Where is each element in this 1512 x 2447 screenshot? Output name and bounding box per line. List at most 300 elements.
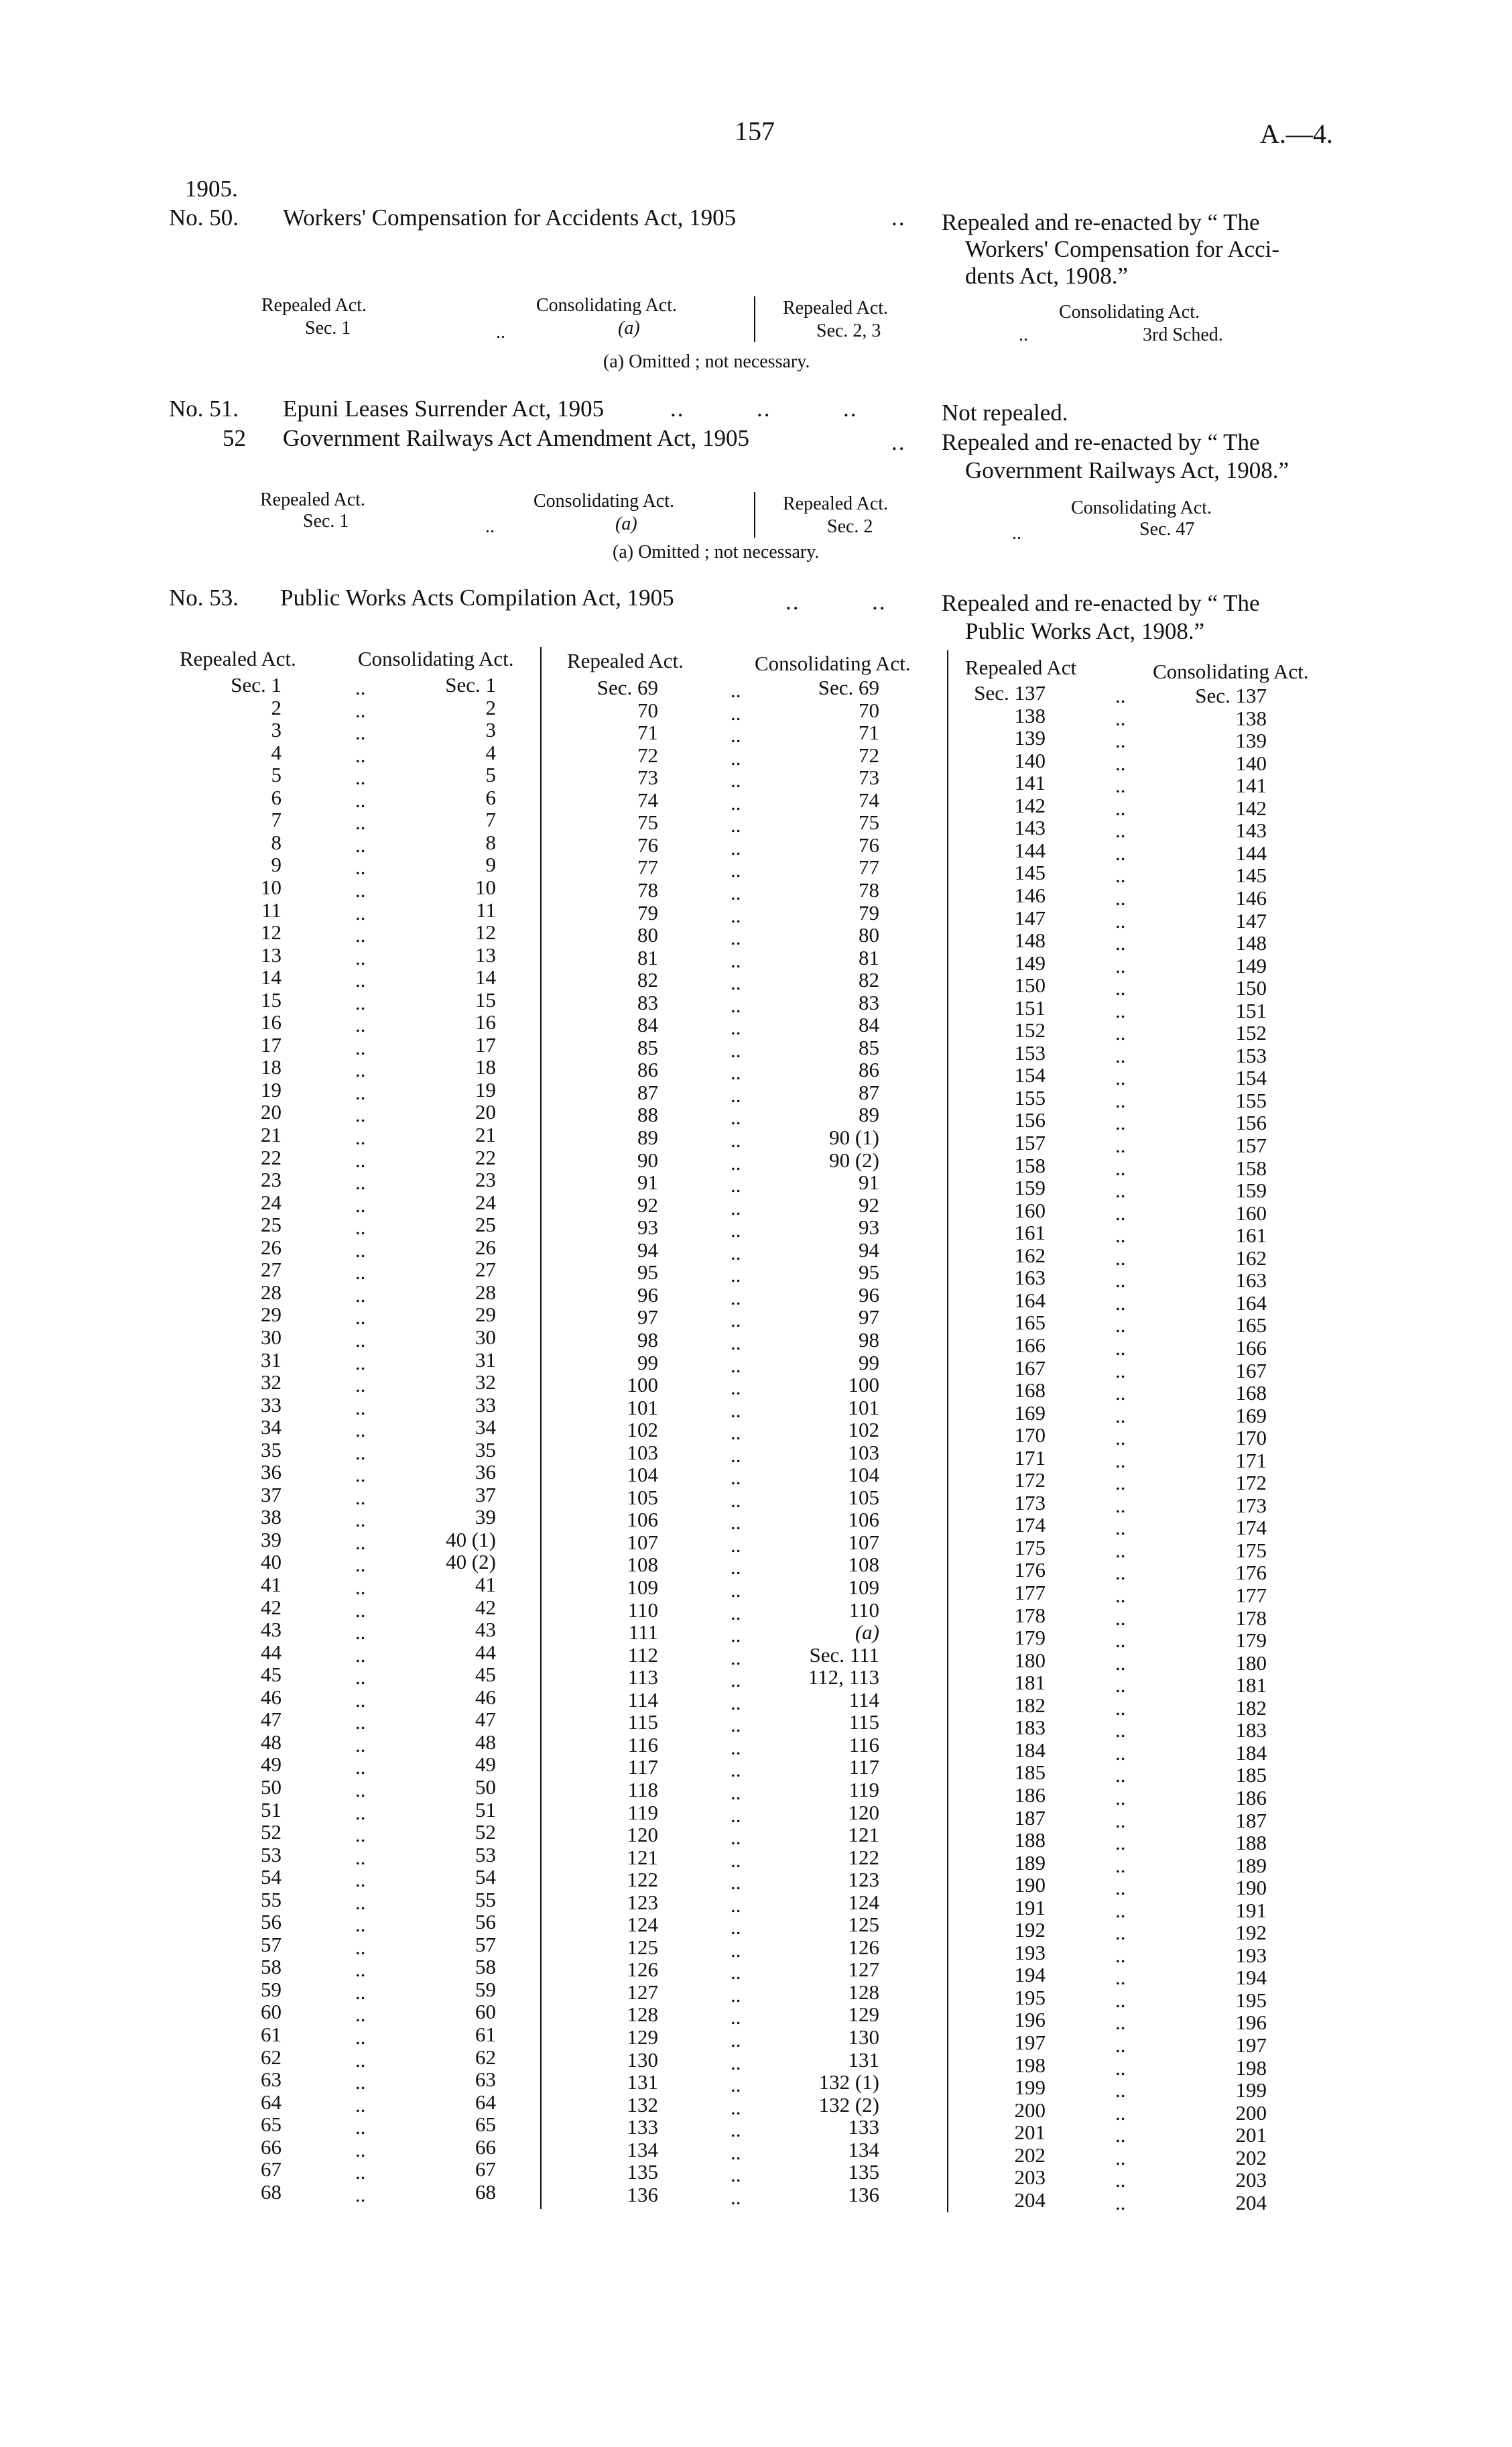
consolidating-cell: 70 (859, 698, 879, 722)
dot-leader: .. (1115, 1943, 1126, 1967)
repealed-cell: 72 (637, 743, 658, 767)
dot-leader: .. (731, 1488, 741, 1512)
consolidating-cell: 30 (475, 1325, 496, 1349)
repealed-cell: 139 (1014, 726, 1046, 750)
repealed-cell: 136 (627, 2182, 658, 2206)
repealed-cell: 6 (271, 785, 281, 809)
repealed-cell: 61 (261, 2023, 281, 2046)
dot-leader: .. (1115, 931, 1126, 955)
repealed-cell: 179 (1014, 1626, 1046, 1650)
consolidating-cell: 71 (859, 721, 879, 745)
repealed-cell: 160 (1014, 1198, 1046, 1222)
dot-leader: .. (731, 1240, 741, 1264)
act-50-row-repealed: Sec. 1 (305, 318, 351, 339)
consolidating-cell: 161 (1235, 1224, 1267, 1248)
dot-leader: .. (355, 2182, 366, 2206)
consolidating-cell: 187 (1235, 1808, 1267, 1832)
dot-leader: .. (731, 2118, 741, 2142)
dot-leader: .. (1115, 1988, 1126, 2012)
repealed-cell: 178 (1014, 1603, 1046, 1627)
dot-leader: .. (355, 1103, 366, 1127)
dot-leader: .. (731, 1038, 741, 1062)
repealed-cell: 54 (261, 1865, 281, 1889)
repealed-cell: 19 (261, 1077, 281, 1101)
repealed-cell: 82 (637, 968, 658, 992)
act-52-row-consolidating-2: Sec. 47 (1139, 519, 1195, 540)
dot-leader: .. (1115, 1043, 1126, 1067)
dot-leader: .. (731, 1330, 741, 1354)
consolidating-cell: 58 (475, 1955, 496, 1979)
consolidating-cell: 53 (475, 1842, 496, 1866)
dot-leader: .. (731, 1443, 741, 1467)
consolidating-cell: 120 (848, 1800, 879, 1824)
consolidating-cell: 182 (1235, 1695, 1267, 1720)
consolidating-cell: 195 (1235, 1988, 1267, 2012)
dot-leader: .. (1115, 1381, 1126, 1405)
consolidating-cell: 45 (475, 1663, 496, 1687)
dot-leader: .. (355, 766, 366, 790)
dot-leader: .. (1115, 1134, 1126, 1157)
repealed-cell: 8 (271, 830, 281, 854)
dot-leader: .. (355, 2070, 366, 2094)
consolidating-cell: 148 (1235, 931, 1267, 955)
repealed-cell: 201 (1014, 2121, 1046, 2145)
repealed-cell: 140 (1014, 748, 1046, 772)
consolidating-cell: 147 (1235, 908, 1267, 933)
dot-leader: .. (1115, 796, 1126, 820)
act-51-number: No. 51. (169, 396, 239, 422)
dot-leader: .. (1115, 1403, 1126, 1427)
consolidating-cell: 44 (475, 1640, 496, 1664)
repealed-cell: 62 (261, 2045, 281, 2069)
repealed-cell: 159 (1014, 1176, 1046, 1200)
repealed-cell: 188 (1014, 1828, 1046, 1852)
repealed-cell: 96 (637, 1282, 658, 1307)
dot-leader: .. (731, 858, 741, 882)
repealed-cell: 167 (1014, 1356, 1046, 1380)
repealed-cell: 64 (261, 2090, 281, 2114)
dot-leader: .. (731, 2028, 741, 2051)
dot-leader: .. (355, 788, 366, 812)
consolidating-cell: 47 (475, 1708, 496, 1732)
consolidating-cell: 156 (1235, 1111, 1267, 1135)
consolidating-cell: 82 (859, 968, 879, 992)
repealed-cell: 94 (637, 1238, 658, 1262)
act-53-leader: .. .. (785, 589, 887, 615)
dot-leader: .. (731, 1600, 741, 1624)
repealed-cell: 17 (261, 1032, 281, 1057)
repealed-cell: 203 (1014, 2165, 1046, 2190)
consolidating-cell: 62 (475, 2045, 496, 2069)
consolidating-cell: 117 (848, 1755, 879, 1779)
consolidating-cell: 102 (848, 1418, 879, 1442)
repealed-cell: 168 (1014, 1378, 1046, 1402)
consolidating-cell: 25 (475, 1213, 496, 1237)
consolidating-cell: 149 (1235, 953, 1267, 977)
consolidating-cell: 164 (1235, 1291, 1267, 1315)
dot-leader: .. (731, 2073, 741, 2097)
repealed-cell: 9 (271, 853, 281, 877)
consolidating-cell: 85 (859, 1035, 879, 1059)
repealed-cell: 202 (1014, 2143, 1046, 2167)
repealed-cell: 87 (637, 1080, 658, 1104)
dot-leader: .. (1115, 819, 1126, 843)
dot-leader: .. (731, 948, 741, 972)
dot-leader: .. (1115, 1493, 1126, 1517)
consolidating-cell: 43 (475, 1618, 496, 1642)
act-52-status-line-2: Government Railways Act, 1908.” (965, 457, 1289, 483)
dot-leader: .. (355, 2025, 366, 2049)
repealed-cell: 40 (261, 1550, 281, 1574)
repealed-cell: 161 (1014, 1221, 1046, 1245)
repealed-cell: 107 (627, 1530, 658, 1554)
act-50-row-consolidating-2: 3rd Sched. (1143, 324, 1223, 345)
repealed-cell: 103 (627, 1440, 658, 1464)
consolidating-cell: 163 (1235, 1268, 1267, 1293)
act-52-header-consolidating-2: Consolidating Act. (1071, 497, 1212, 518)
dot-leader: .. (1115, 1313, 1126, 1337)
repealed-cell: 165 (1014, 1311, 1046, 1335)
consolidating-cell: 159 (1235, 1179, 1267, 1203)
document-code: A.—4. (1260, 119, 1333, 149)
act-52-title: Government Railways Act Amendment Act, 1905 (283, 425, 750, 451)
consolidating-cell: 41 (475, 1573, 496, 1596)
consolidating-cell: 72 (859, 743, 879, 767)
repealed-cell: 105 (627, 1485, 658, 1509)
dot-leader: .. (731, 1555, 741, 1579)
consolidating-cell: 179 (1235, 1628, 1267, 1653)
repealed-cell: Sec. 69 (596, 676, 658, 699)
act-50-header-consolidating: Consolidating Act. (536, 295, 677, 316)
dot-leader: .. (731, 1623, 741, 1647)
repealed-cell: 49 (261, 1752, 281, 1777)
consolidating-cell: 125 (848, 1913, 879, 1937)
repealed-cell: 171 (1014, 1445, 1046, 1470)
repealed-cell: 148 (1014, 929, 1046, 953)
dot-leader: .. (731, 971, 741, 995)
repealed-cell: 149 (1014, 951, 1046, 975)
dot-leader: .. (731, 1263, 741, 1287)
dot-leader: .. (355, 1553, 366, 1577)
consolidating-cell: 198 (1235, 2055, 1267, 2080)
dot-leader: .. (1115, 2055, 1126, 2080)
repealed-cell: 185 (1014, 1760, 1046, 1785)
repealed-cell: 90 (637, 1148, 658, 1172)
dot-leader: .. (1115, 1584, 1126, 1607)
dot-leader: .. (731, 1982, 741, 2007)
consolidating-cell: 141 (1235, 774, 1267, 798)
dot-leader: .. (1115, 976, 1126, 1000)
consolidating-cell: 177 (1235, 1584, 1267, 1607)
act-52-header-repealed-2: Repealed Act. (783, 493, 889, 514)
consolidating-cell: 34 (475, 1415, 496, 1439)
repealed-cell: 31 (261, 1348, 281, 1372)
repealed-cell: 37 (261, 1482, 281, 1506)
consolidating-cell: 51 (475, 1797, 496, 1822)
repealed-cell: 47 (261, 1708, 281, 1732)
consolidating-cell: 57 (475, 1932, 496, 1956)
repealed-cell: 187 (1014, 1805, 1046, 1830)
act-52-header-consolidating: Consolidating Act. (533, 491, 674, 512)
dot-leader: .. (1115, 1695, 1126, 1720)
dot-leader: .. (355, 1485, 366, 1509)
consolidating-cell: 196 (1235, 2011, 1267, 2035)
dot-leader: .. (731, 2185, 741, 2209)
dot-leader: .. (355, 1418, 366, 1442)
dot-leader: .. (1115, 2168, 1126, 2192)
repealed-cell: 21 (261, 1123, 281, 1146)
repealed-cell: 53 (261, 1842, 281, 1866)
dot-leader: .. (1115, 684, 1126, 707)
dot-leader: .. (1115, 1538, 1126, 1562)
consolidating-cell: 184 (1235, 1740, 1267, 1765)
dot-leader: .. (731, 1128, 741, 1152)
repealed-cell: 204 (1014, 2188, 1046, 2212)
consolidating-cell: 89 (859, 1103, 879, 1127)
consolidating-cell: 133 (848, 2115, 879, 2139)
dot-leader: .. (731, 1016, 741, 1040)
repealed-cell: 158 (1014, 1153, 1046, 1177)
dot-leader: .. (1115, 863, 1126, 888)
consolidating-cell: 122 (848, 1845, 879, 1869)
consolidating-cell: 86 (859, 1058, 879, 1082)
consolidating-cell: 181 (1235, 1673, 1267, 1697)
repealed-cell: 84 (637, 1013, 658, 1037)
consolidating-cell: 109 (848, 1575, 879, 1599)
repealed-cell: 100 (627, 1373, 658, 1397)
consolidating-cell: 75 (859, 811, 879, 835)
repealed-cell: 109 (627, 1575, 658, 1599)
consolidating-cell: 178 (1235, 1606, 1267, 1630)
repealed-cell: 18 (261, 1055, 281, 1079)
repealed-cell: 92 (637, 1193, 658, 1217)
consolidating-cell: 136 (848, 2182, 879, 2206)
consolidating-cell: 143 (1235, 819, 1267, 843)
act-51-leader: .. .. .. (670, 396, 858, 422)
consolidating-cell: 142 (1235, 796, 1267, 820)
consolidating-cell: 19 (475, 1077, 496, 1101)
act-52-row-dots: .. (485, 516, 495, 537)
dot-leader: .. (731, 1466, 741, 1490)
consolidating-cell: 150 (1235, 976, 1267, 1000)
dot-leader: .. (731, 1645, 741, 1669)
dot-leader: .. (355, 1755, 366, 1779)
consolidating-cell: 189 (1235, 1853, 1267, 1877)
consolidating-cell: 171 (1235, 1448, 1267, 1472)
repealed-cell: 169 (1014, 1400, 1046, 1425)
consolidating-cell: 97 (859, 1305, 879, 1329)
year-label: 1905. (185, 176, 238, 202)
dot-leader: .. (1115, 1808, 1126, 1832)
repealed-cell: 200 (1014, 2098, 1046, 2122)
repealed-cell: 57 (261, 1932, 281, 1956)
consolidating-cell: 35 (475, 1437, 496, 1461)
repealed-cell: 162 (1014, 1243, 1046, 1267)
dot-leader: .. (731, 2163, 741, 2187)
repealed-cell: 14 (261, 965, 281, 990)
consolidating-cell: 90 (2) (829, 1148, 879, 1172)
repealed-cell: 157 (1014, 1131, 1046, 1154)
consolidating-cell: 185 (1235, 1763, 1267, 1787)
repealed-cell: 46 (261, 1685, 281, 1709)
consolidating-cell: 190 (1235, 1876, 1267, 1900)
dot-leader: .. (355, 676, 366, 699)
consolidating-cell: 73 (859, 766, 879, 790)
dot-leader: .. (355, 1845, 366, 1869)
consolidating-cell: 31 (475, 1348, 496, 1372)
dot-leader: .. (355, 1215, 366, 1240)
consolidating-cell: 16 (475, 1010, 496, 1034)
dot-leader: .. (355, 1913, 366, 1937)
dot-leader: .. (1115, 1966, 1126, 1990)
repealed-cell: 120 (627, 1823, 658, 1847)
dot-leader: .. (355, 743, 366, 767)
dot-leader: .. (731, 1758, 741, 1782)
consolidating-cell: 26 (475, 1235, 496, 1259)
consolidating-cell: 128 (848, 1980, 879, 2004)
repealed-cell: 79 (637, 900, 658, 924)
repealed-cell: 152 (1014, 1018, 1046, 1042)
repealed-cell: 83 (637, 990, 658, 1014)
consolidating-cell: 20 (475, 1100, 496, 1124)
dot-leader: .. (355, 1732, 366, 1756)
repealed-cell: 195 (1014, 1985, 1046, 2009)
repealed-cell: 176 (1014, 1558, 1046, 1582)
consolidating-cell: 9 (485, 853, 496, 877)
repealed-cell: 35 (261, 1437, 281, 1461)
dot-leader: .. (355, 1823, 366, 1847)
dot-leader: .. (355, 1260, 366, 1285)
repealed-cell: 126 (627, 1958, 658, 1982)
dot-leader: .. (731, 1533, 741, 1557)
consolidating-cell: 127 (848, 1958, 879, 1982)
repealed-cell: 97 (637, 1305, 658, 1329)
consolidating-cell: 4 (485, 740, 496, 764)
dot-leader: .. (731, 1893, 741, 1917)
consolidating-cell: 59 (475, 1977, 496, 2001)
repealed-cell: 130 (627, 2047, 658, 2072)
repealed-cell: 93 (637, 1215, 658, 1240)
dot-leader: .. (1115, 1516, 1126, 1540)
consolidating-cell: Sec. 137 (1195, 684, 1267, 707)
dot-leader: .. (1115, 2033, 1126, 2057)
act-50-divider (754, 296, 755, 342)
repealed-cell: 88 (637, 1103, 658, 1127)
consolidating-cell: 172 (1235, 1471, 1267, 1495)
consolidating-cell: 123 (848, 1868, 879, 1892)
consolidating-cell: 32 (475, 1370, 496, 1394)
consolidating-cell: 130 (848, 2025, 879, 2049)
consolidating-cell: 94 (859, 1238, 879, 1262)
dot-leader: .. (355, 990, 366, 1014)
consolidating-cell: 14 (475, 965, 496, 990)
repealed-cell: 199 (1014, 2076, 1046, 2100)
consolidating-cell: 54 (475, 1865, 496, 1889)
repealed-cell: 5 (271, 763, 281, 787)
repealed-cell: 10 (261, 875, 281, 899)
repealed-cell: 138 (1014, 703, 1046, 727)
dot-leader: .. (1115, 1021, 1126, 1045)
repealed-cell: 48 (261, 1730, 281, 1754)
repealed-cell: 189 (1014, 1850, 1046, 1874)
dot-leader: .. (355, 1035, 366, 1059)
dot-leader: .. (731, 723, 741, 748)
consolidating-cell: 165 (1235, 1313, 1267, 1337)
repealed-cell: 143 (1014, 816, 1046, 840)
consolidating-cell: 132 (1) (818, 2070, 879, 2094)
dot-leader: .. (355, 698, 366, 722)
repealed-cell: 166 (1014, 1333, 1046, 1357)
dot-leader: .. (1115, 1179, 1126, 1203)
table-header-repealed-1: Repealed Act. (180, 647, 296, 670)
dot-leader: .. (1115, 1606, 1126, 1630)
dot-leader: .. (355, 2003, 366, 2027)
repealed-cell: 15 (261, 988, 281, 1012)
dot-leader: .. (1115, 1853, 1126, 1877)
act-53-title: Public Works Acts Compilation Act, 1905 (280, 585, 674, 611)
table-divider-2 (947, 650, 948, 2212)
consolidating-cell: 200 (1235, 2100, 1267, 2125)
consolidating-cell: 194 (1235, 1966, 1267, 1990)
repealed-cell: 91 (637, 1171, 658, 1195)
repealed-cell: 85 (637, 1035, 658, 1059)
dot-leader: .. (355, 1126, 366, 1149)
repealed-cell: 163 (1014, 1266, 1046, 1290)
repealed-cell: 70 (637, 698, 658, 722)
dot-leader: .. (355, 1980, 366, 2004)
dot-leader: .. (731, 1353, 741, 1377)
repealed-cell: 102 (627, 1418, 658, 1442)
dot-leader: .. (355, 1463, 366, 1487)
consolidating-cell: 110 (848, 1598, 879, 1622)
consolidating-cell: 162 (1235, 1246, 1267, 1270)
consolidating-cell: 114 (848, 1687, 879, 1712)
consolidating-cell: 40 (2) (446, 1550, 496, 1574)
consolidating-cell: 129 (848, 2003, 879, 2027)
dot-leader: .. (355, 968, 366, 992)
repealed-cell: 23 (261, 1168, 281, 1192)
repealed-cell: 34 (261, 1415, 281, 1439)
consolidating-cell: 106 (848, 1508, 879, 1532)
consolidating-cell: Sec. 111 (809, 1643, 879, 1667)
repealed-cell: 153 (1014, 1040, 1046, 1065)
repealed-cell: 60 (261, 2000, 281, 2024)
consolidating-cell: 199 (1235, 2078, 1267, 2102)
repealed-cell: 135 (627, 2160, 658, 2184)
consolidating-cell: 139 (1235, 729, 1267, 753)
dot-leader: .. (731, 1398, 741, 1422)
table-header-consolidating-3: Consolidating Act. (1153, 660, 1309, 683)
dot-leader: .. (355, 2160, 366, 2184)
consolidating-cell: 29 (475, 1303, 496, 1327)
act-52-note: (a) Omitted ; not necessary. (613, 542, 820, 562)
dot-leader: .. (355, 1868, 366, 1892)
repealed-cell: 192 (1014, 1918, 1046, 1942)
repealed-cell: 147 (1014, 906, 1046, 930)
consolidating-cell: 3 (485, 718, 496, 742)
dot-leader: .. (731, 1083, 741, 1107)
consolidating-cell: 52 (475, 1820, 496, 1844)
consolidating-cell: 66 (475, 2135, 496, 2159)
repealed-cell: 104 (627, 1463, 658, 1487)
dot-leader: .. (355, 1800, 366, 1824)
act-50-header-consolidating-2: Consolidating Act. (1059, 302, 1200, 322)
act-52-row-repealed: Sec. 1 (303, 511, 349, 532)
consolidating-cell: 63 (475, 2068, 496, 2092)
dot-leader: .. (355, 1890, 366, 1914)
dot-leader: .. (731, 1690, 741, 1714)
dot-leader: .. (731, 1780, 741, 1804)
